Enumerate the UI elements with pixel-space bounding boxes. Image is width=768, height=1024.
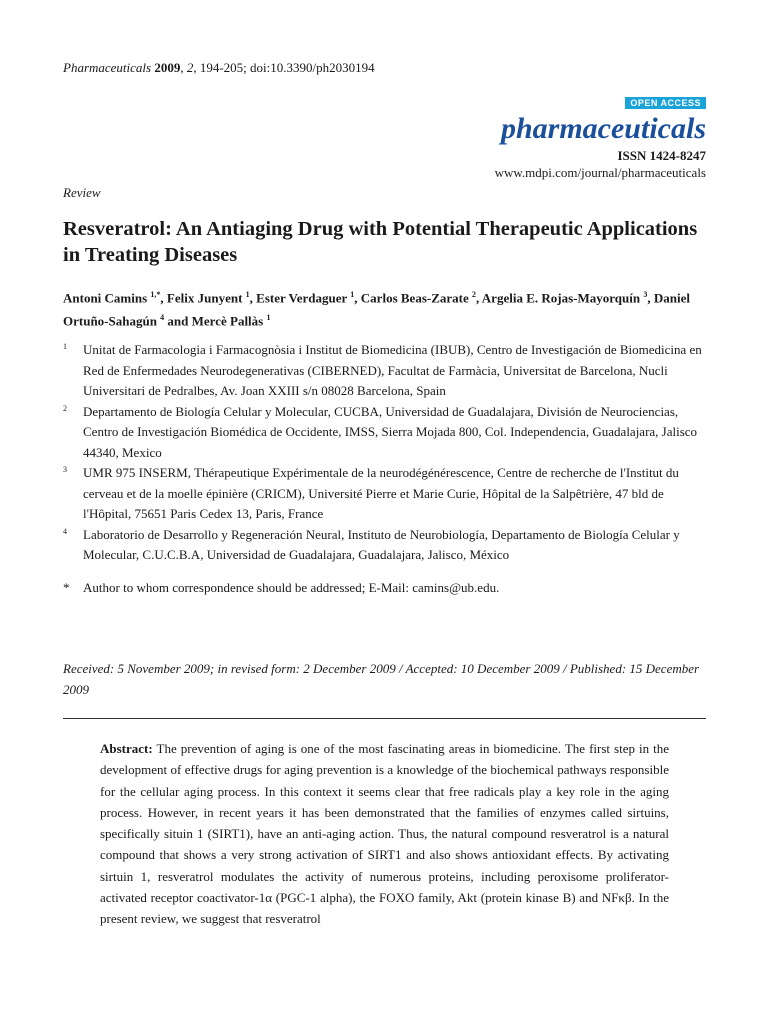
affiliation-number: 4 xyxy=(63,526,67,536)
author: Mercè Pallàs xyxy=(191,313,264,329)
and-word: and xyxy=(167,313,189,329)
affiliation xyxy=(63,525,708,566)
affiliation xyxy=(63,340,708,402)
affiliation xyxy=(63,463,708,525)
journal-url[interactable]: www.mdpi.com/journal/pharmaceuticals xyxy=(494,165,706,180)
issn: ISSN 1424-8247 xyxy=(617,148,706,163)
author: Argelia E. Rojas-Mayorquín xyxy=(481,290,641,306)
citation-pages-doi: , 194-205; doi:10.3390/ph2030194 xyxy=(193,60,375,75)
author-sup: 1 xyxy=(245,290,250,299)
affiliation-number: 1 xyxy=(63,342,67,351)
abstract-text: The prevention of aging is one of the most fascinating areas in biomedicine. The first step in the development of effective drugs for aging prevention is a knowledge of the biochemical pathways responsible for the cellular aging process. In this context it seems clear that free radicals play a key role in the aging process. However, in recent years it has been demonstrated that the families of enzymes called sirtuins, specifically situin 1 (SIRT1), have an anti-aging action. Thus, the natural compound resveratrol is a natural compound that shows a very strong activation of SIRT1 and also shows antioxidant effects. By activating sirtuin 1, resveratrol modulates the activity of numerous proteins, including peroxisome proliferator-activated receptor coactivator-1α (PGC-1 alpha), the FOXO family, Akt (protein kinase B) and NFκβ. In the present review, we suggest that resveratrol xyxy=(100,741,670,927)
citation-line: Pharmaceuticals 2009, 2, 194-205; doi:10.3390/ph2030194 xyxy=(63,60,375,75)
journal-logo: pharmaceuticals xyxy=(500,112,706,145)
affiliation-number: 2 xyxy=(63,403,67,413)
author: Ester Verdaguer xyxy=(256,290,348,306)
affiliation-text: UMR 975 INSERM, Thérapeutique Expérimentale de la neurodégénérescence, Centre de recherche de l'Institut du cerveau et de la moelle épinière (CRICM), Université Pierre et Marie Curie, Hôpital de la Salpêtrière, 47 bld de l'Hôpital, 75651 Paris Cedex 13, Paris, France xyxy=(83,465,679,521)
affiliation-number: 3 xyxy=(63,465,67,474)
article-type: Review xyxy=(63,185,101,200)
author-sup: 4 xyxy=(160,313,165,323)
correspondence xyxy=(63,578,708,599)
author-sup: 1 xyxy=(266,313,271,323)
author: Felix Junyent xyxy=(166,290,243,306)
open-access-badge: OPEN ACCESS xyxy=(625,97,706,109)
affiliations xyxy=(63,340,708,598)
author-sup: 2 xyxy=(472,290,476,299)
author: Daniel Ortuño-Sahagún xyxy=(63,290,690,329)
affiliation-text: Unitat de Farmacologia i Farmacognòsia i Institut de Biomedicina (IBUB), Centro de Investigación de Biomedicina en Red de Enfermedades Neurodegenerativas (CIBERNED), Facultat de Farmàcia, Universitat de Barcelona, Nucli Universitari de Pedralbes, Av. Joan XXIII s/n 08028 Barcelona, Spain xyxy=(83,342,702,398)
author-sup: 3 xyxy=(643,290,648,299)
correspondence-text: Author to whom correspondence should be addressed; E-Mail: camins@ub.edu. xyxy=(83,579,500,595)
author: Carlos Beas-Zarate xyxy=(360,290,469,306)
abstract-label: Abstract: xyxy=(100,741,153,756)
citation-year: 2009 xyxy=(154,60,181,75)
citation-volume: 2 xyxy=(186,60,194,75)
author-sup: 1,* xyxy=(150,290,161,299)
correspondence-mark: * xyxy=(63,579,70,595)
publication-dates: Received: 5 November 2009; in revised form: 2 December 2009 / Accepted: 10 December 2009 / Published: 15 December 2009 xyxy=(63,661,700,697)
author-list: Antoni Camins $^{1,*}$, Felix Junyent $^1$, Ester Verdaguer $^1$, Carlos Beas-Zarate $^2$, Argelia E. Rojas-Mayorquín $^3$, Daniel Ortuño-Sahagún $^4$ and Mercè Pallàs $^1$ xyxy=(63,290,690,329)
author: Antoni Camins xyxy=(63,290,148,306)
article-title: Resveratrol: An Antiaging Drug with Potential Therapeutic Applications in Treating Diseases xyxy=(63,218,698,266)
abstract xyxy=(100,738,669,930)
affiliation-text: Laboratorio de Desarrollo y Regeneración Neural, Instituto de Neurobiología, Departamento de Biología Celular y Molecular, C.U.C.B.A, Universidad de Guadalajara, Guadalajara, Jalisco, México xyxy=(83,526,680,562)
author-sup: 1 xyxy=(350,290,355,299)
divider xyxy=(63,718,706,719)
affiliation xyxy=(63,402,708,464)
citation-journal: Pharmaceuticals xyxy=(63,60,152,75)
affiliation-text: Departamento de Biología Celular y Molecular, CUCBA, Universidad de Guadalajara, División de Neurociencias, Centro de Investigación Biomédica de Occidente, IMSS, Sierra Mojada 800, Col. Independencia, Guadalajara, Jalisco 44340, Mexico xyxy=(83,403,698,460)
